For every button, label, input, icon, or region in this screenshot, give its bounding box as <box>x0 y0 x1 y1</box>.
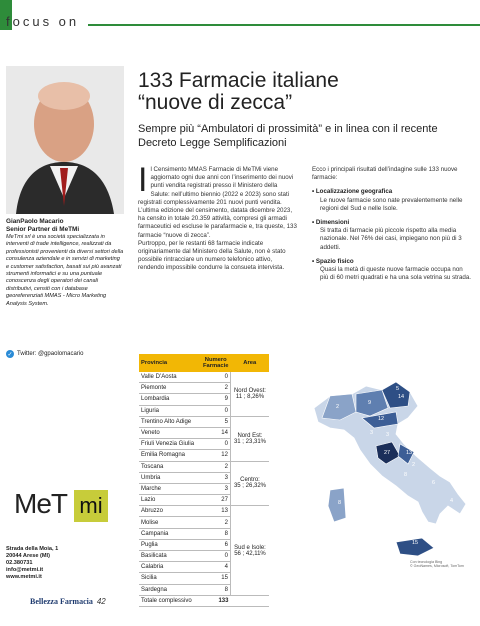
region-cell: Piemonte <box>139 383 201 394</box>
region-cell: Friuli Venezia Giulia <box>139 439 201 450</box>
region-cell: Calabria <box>139 562 201 573</box>
metmi-logo <box>14 488 106 524</box>
article-column-1 <box>138 161 298 273</box>
sardinia-shape <box>328 488 346 522</box>
map-region-count: 4 <box>450 498 454 504</box>
map-region-count: 12 <box>378 416 385 422</box>
logo-left-text: MeT <box>14 488 67 519</box>
region-cell: Sicilia <box>139 573 201 584</box>
area-label: Nord Est: <box>237 432 263 439</box>
article-subtitle: Sempre più “Ambulatori di prossimità” e in linea con il recente Decreto Legge Semplificazioni <box>138 123 438 149</box>
region-cell: Valle D’Aosta <box>139 372 201 383</box>
region-cell: Liguria <box>139 405 201 416</box>
map-region-count: 27 <box>384 450 391 456</box>
bullet-title: • Spazio fisico <box>312 258 472 266</box>
count-cell: 8 <box>201 528 230 539</box>
count-cell: 27 <box>201 495 230 506</box>
table-row <box>139 461 269 472</box>
count-cell: 0 <box>201 439 230 450</box>
table-total-row <box>139 595 269 606</box>
body-paragraph-1: l Censimento MMAS Farmacie di MeTMi viene aggiornato ogni due anni con l’inserimento dei nuovi punti vendita registrati presso il Ministero della Salute: nell’ultimo biennio (2022 e 2023) sono stati registrati complessivamente 201 nuovi punti vendita. <box>138 166 294 206</box>
count-cell: 8 <box>201 584 230 595</box>
region-cell: Sardegna <box>139 584 201 595</box>
table-body <box>139 372 269 606</box>
region-cell: Emilia Romagna <box>139 450 201 461</box>
italy-map-svg <box>300 372 476 582</box>
count-cell: 2 <box>201 517 230 528</box>
author-name-block <box>6 218 79 234</box>
body-paragraph-2: L’ultima edizione del censimento, datata dicembre 2023, ha censito in totale 20.359 attività, compresi gli armadi farmaceutici ed escluse le parafarmacie e, tra queste, 133 farmacie “nuove di zecca”. <box>138 207 297 239</box>
bullet-item <box>312 219 472 252</box>
email-link[interactable]: info@metmi.it <box>6 567 44 573</box>
magazine-brand: Bellezza Farmacia <box>30 597 93 606</box>
header-rule <box>88 24 480 26</box>
count-cell: 6 <box>201 539 230 550</box>
map-region-count: 8 <box>338 500 342 506</box>
area-cell <box>230 506 269 596</box>
table-row <box>139 416 269 427</box>
twitter-handle[interactable] <box>6 350 83 358</box>
region-cell: Trentino Alto Adige <box>139 416 201 427</box>
area-cell <box>230 372 269 416</box>
region-cell: Lazio <box>139 495 201 506</box>
title-line-1: 133 Farmacie italiane <box>138 69 339 92</box>
italy-map <box>300 372 476 582</box>
drop-cap: I <box>138 161 148 199</box>
column-header-count: Numero Farmacie <box>201 354 230 372</box>
region-cell: Veneto <box>139 427 201 438</box>
map-region-count: 13 <box>406 450 413 456</box>
logo-right-text: mi <box>74 490 108 522</box>
count-cell: 3 <box>201 483 230 494</box>
bullet-text: Quasi la metà di queste nuove farmacie occupa non più di 60 metri quadrati e ha una sola vetrina su strada. <box>320 266 471 282</box>
map-region-count: 2 <box>412 462 416 468</box>
address-line: 20044 Arese (MI) <box>6 553 50 559</box>
article-column-2 <box>312 166 472 282</box>
map-region-count: 15 <box>412 540 419 546</box>
region-cell: Marche <box>139 483 201 494</box>
author-photo <box>6 66 124 214</box>
map-region-count: 14 <box>398 394 405 400</box>
count-cell: 15 <box>201 573 230 584</box>
region-cell: Abruzzo <box>139 506 201 517</box>
area-cell <box>230 416 269 461</box>
phone: 02.380731 <box>6 560 33 566</box>
count-cell: 2 <box>201 383 230 394</box>
address-line: Strada della Moia, 1 <box>6 546 59 552</box>
area-value: 31 ; 23,31% <box>233 438 266 445</box>
bullet-item <box>312 188 472 213</box>
column-header-region: Provincia <box>139 354 201 372</box>
bullet-text: Le nuove farmacie sono nate prevalentemente nelle regioni del Sud e nelle Isole. <box>320 196 463 212</box>
area-value: 11 ; 8,26% <box>235 393 265 400</box>
count-cell: 4 <box>201 562 230 573</box>
area-label: Sud e Isole: <box>234 544 266 551</box>
pharmacy-table <box>139 354 269 607</box>
area-label: Centro: <box>240 477 260 484</box>
count-cell: 14 <box>201 427 230 438</box>
map-region-count: 3 <box>386 432 390 438</box>
region-cell: Campania <box>139 528 201 539</box>
map-caption-line: © GeoNames, Microsoft, TomTom <box>410 564 464 569</box>
page-number: 42 <box>96 597 106 606</box>
total-label: Totale complessivo <box>139 595 201 606</box>
count-cell: 12 <box>201 450 230 461</box>
table-header-row <box>139 354 269 372</box>
map-caption-line: Con tecnologia Bing <box>410 560 443 564</box>
area-label: Nord Ovest: <box>233 387 266 394</box>
region-cell: Umbria <box>139 472 201 483</box>
map-region-count: 6 <box>432 480 436 486</box>
title-line-2: “nuove di zecca” <box>138 91 293 114</box>
bullet-text: Si tratta di farmacie più piccole rispetto alla media nazionale. Nel 76% dei casi, impiegano non più di 3 addetti. <box>320 227 462 251</box>
twitter-icon: ✓ <box>7 351 13 358</box>
area-value: 56 ; 42,11% <box>234 550 266 557</box>
region-cell: Molise <box>139 517 201 528</box>
count-cell: 2 <box>201 461 230 472</box>
total-value: 133 <box>201 595 230 606</box>
twitter-text: Twitter: @gpaolomacario <box>17 351 84 357</box>
map-region-count: 2 <box>336 404 340 410</box>
table-row <box>139 506 269 517</box>
body-paragraph-3: Purtroppo, per le restanti 68 farmacie indicate originariamente dal Ministero della Salute, non è stato possibile rintracciare un numero telefonico attivo, rendendo impossibile condurre la consueta intervista. <box>138 239 286 272</box>
count-cell: 0 <box>201 551 230 562</box>
count-cell: 3 <box>201 472 230 483</box>
count-cell: 0 <box>201 372 230 383</box>
map-region-count: 3 <box>370 430 374 436</box>
count-cell: 0 <box>201 405 230 416</box>
region-cell: Lombardia <box>139 394 201 405</box>
article-title <box>138 70 339 114</box>
region-cell: Toscana <box>139 461 201 472</box>
map-caption <box>410 560 464 569</box>
total-empty <box>230 595 269 606</box>
map-region-count: 8 <box>404 472 408 478</box>
area-value: 35 ; 26,32% <box>233 483 266 490</box>
map-region-count: 9 <box>368 400 372 406</box>
count-cell: 13 <box>201 506 230 517</box>
region-cell: Basilicata <box>139 551 201 562</box>
bullet-item <box>312 258 472 283</box>
count-cell: 5 <box>201 416 230 427</box>
bullet-title: • Dimensioni <box>312 219 472 227</box>
page-footer <box>30 597 106 606</box>
author-name: GianPaolo Macario <box>6 218 64 225</box>
website-link[interactable]: www.metmi.it <box>6 574 42 580</box>
results-intro: Ecco i principali risultati dell’indagine sulle 133 nuove farmacie: <box>312 166 458 182</box>
area-cell <box>230 461 269 506</box>
map-region-count: 5 <box>396 386 400 392</box>
author-role: Senior Partner di MeTMi <box>6 226 80 233</box>
company-address <box>6 546 58 581</box>
count-cell: 9 <box>201 394 230 405</box>
region-cell: Puglia <box>139 539 201 550</box>
author-bio: MeTmi srl è una società specializzata in interventi di trade intelligence, realizzati da professionisti provenienti da diversi settori della consulenza aziendale e in servizi di marketing e customer satisfaction, basati sui più avanzati strumenti informatici e su una puntuale conoscenza degli operatori dei canali distributivi, censiti con i database georeferenziati MMAS - Micro Marketing Analysis System. <box>6 234 124 307</box>
table-row <box>139 372 269 383</box>
bullet-title: • Localizzazione geografica <box>312 188 472 196</box>
section-label: focus on <box>6 14 80 29</box>
column-header-area: Area <box>230 354 269 372</box>
